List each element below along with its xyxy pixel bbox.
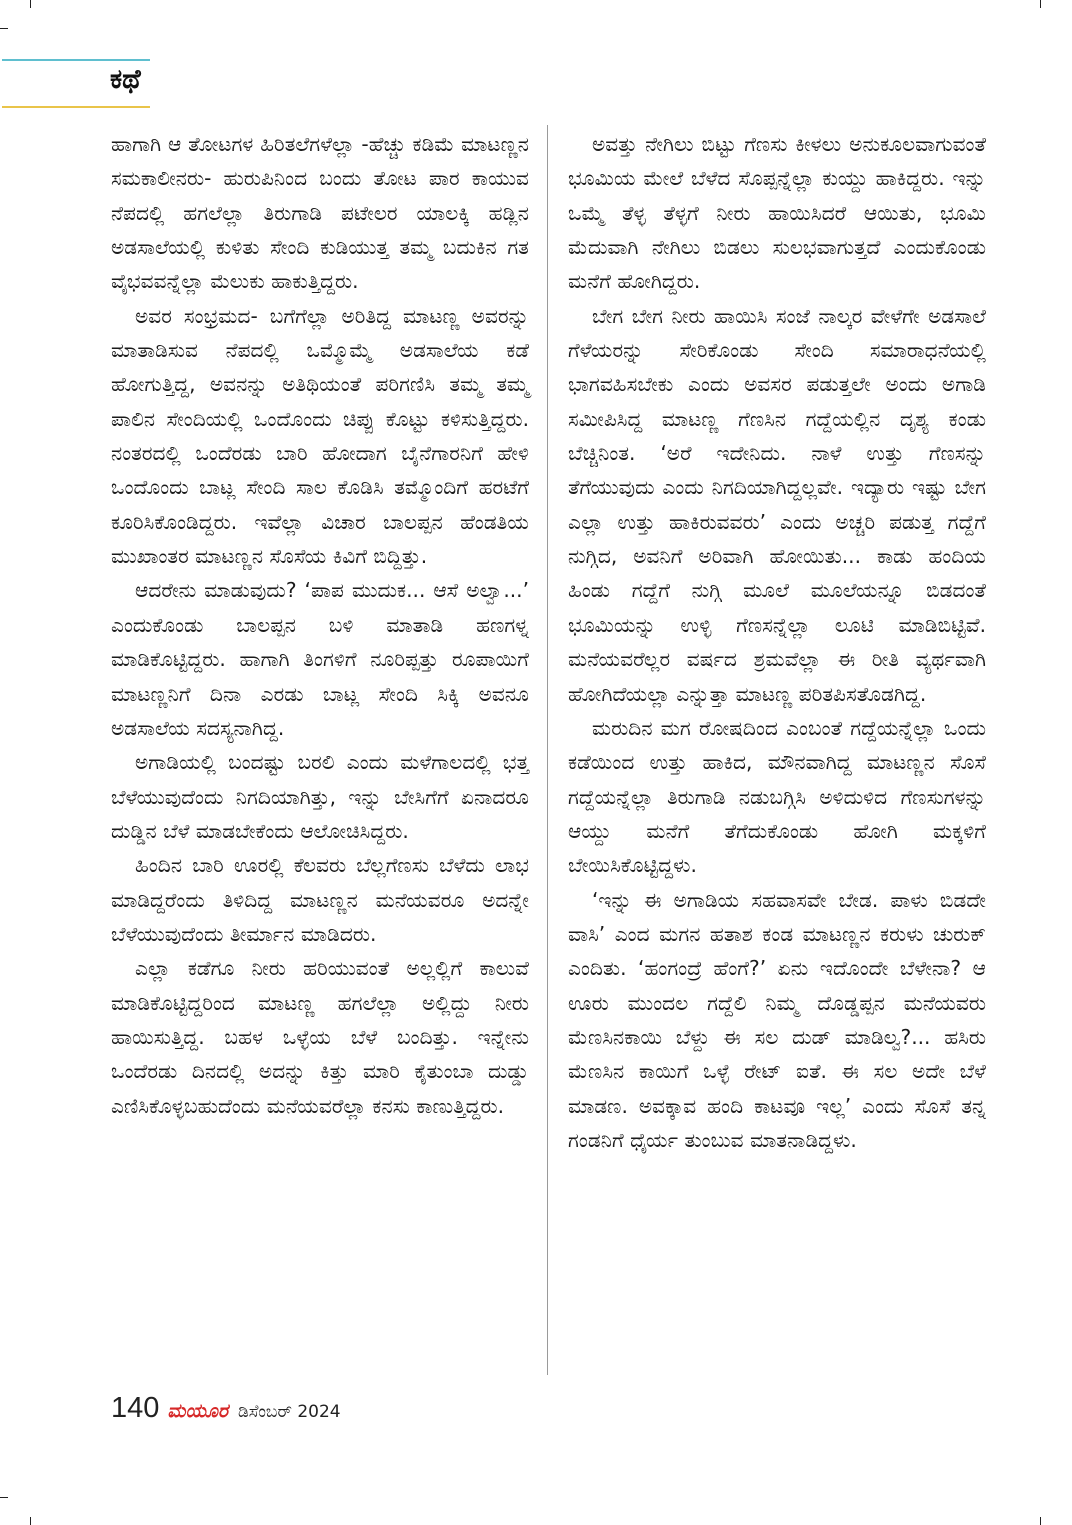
paragraph: ಬೇಗ ಬೇಗ ನೀರು ಹಾಯಿಸಿ ಸಂಜೆ ನಾಲ್ಕರ ವೇಳೆಗೇ ಅಡಸಾಲೆ ಗೆಳೆಯರನ್ನು ಸೇರಿಕೊಂಡು ಸೇಂದಿ ಸಮಾರಾಧನೆಯಲ್ಲಿ ಭಾಗವಹಿಸಬೇಕು ಎಂದು ಅವಸರ ಪಡುತ್ತಲೇ ಅಂದು ಅಗಾಡಿ ಸಮೀಪಿಸಿದ್ದ ಮಾಟಣ್ಣ ಗೆಣಸಿನ ಗದ್ದೆಯಲ್ಲಿನ ದೃಶ್ಯ ಕಂಡು ಬೆಚ್ಚಿನಿಂತ. ‘ಅರೆ ಇದೇನಿದು. ನಾಳೆ ಉತ್ತು ಗೆಣಸನ್ನು ತೆಗೆಯುವುದು ಎಂದು ನಿಗದಿಯಾಗಿದ್ದಲ್ಲವೇ. ಇದ್ಯಾರು ಇಷ್ಟು ಬೇಗ ಎಲ್ಲಾ ಉತ್ತು ಹಾಕಿರುವವರು’ ಎಂದು ಅಚ್ಚರಿ ಪಡುತ್ತ ಗದ್ದೆಗೆ ನುಗ್ಗಿದ, ಅವನಿಗೆ ಅರಿವಾಗಿ ಹೋಯಿತು... ಕಾಡು ಹಂದಿಯ ಹಿಂಡು ಗದ್ದೆಗೆ ನುಗ್ಗಿ ಮೂಲೆ ಮೂಲೆಯನ್ನೂ ಬಿಡದಂತೆ ಭೂಮಿಯನ್ನು ಉಳ್ಳಿ ಗೆಣಸನ್ನೆಲ್ಲಾ ಲೂಟಿ ಮಾಡಿಬಿಟ್ಟಿವೆ. ಮನೆಯವರೆಲ್ಲರ ವರ್ಷದ ಶ್ರಮವೆಲ್ಲಾ ಈ ರೀತಿ ವ್ಯರ್ಥವಾಗಿ ಹೋಗಿದೆಯಲ್ಲಾ ಎನ್ನುತ್ತಾ ಮಾಟಣ್ಣ ಪರಿತಪಿಸತೊಡಗಿದ್ದ.: [568, 303, 986, 706]
magazine-logo: ಮಯೂರ: [167, 1400, 228, 1422]
paragraph: ಅವತ್ತು ನೇಗಿಲು ಬಿಟ್ಟು ಗೆಣಸು ಕೀಳಲು ಅನುಕೂಲವಾಗುವಂತೆ ಭೂಮಿಯ ಮೇಲೆ ಬೆಳೆದ ಸೊಪ್ಪನ್ನೆಲ್ಲಾ ಕುಯ್ದು ಹಾಕಿದ್ದರು. ಇನ್ನು ಒಮ್ಮೆ ತೆಳ್ಳ ತೆಳ್ಳಗೆ ನೀರು ಹಾಯಿಸಿದರೆ ಆಯಿತು, ಭೂಮಿ ಮೆದುವಾಗಿ ನೇಗಿಲು ಬಿಡಲು ಸುಲಭವಾಗುತ್ತದೆ ಎಂದುಕೊಂಡು ಮನೆಗೆ ಹೋಗಿದ್ದರು.: [568, 132, 986, 294]
paragraph: ಮರುದಿನ ಮಗ ರೋಷದಿಂದ ಎಂಬಂತೆ ಗದ್ದೆಯನ್ನೆಲ್ಲಾ ಒಂದು ಕಡೆಯಿಂದ ಉತ್ತು ಹಾಕಿದ, ಮೌನವಾಗಿದ್ದ ಮಾಟಣ್ಣನ ಸೊಸೆ ಗದ್ದೆಯನ್ನೆಲ್ಲಾ ತಿರುಗಾಡಿ ನಡುಬಗ್ಗಿಸಿ ಅಳಿದುಳಿದ ಗೆಣಸುಗಳನ್ನು ಆಯ್ದು ಮನೆಗೆ ತೆಗೆದುಕೊಂಡು ಹೋಗಿ ಮಕ್ಕಳಿಗೆ ಬೇಯಿಸಿಕೊಟ್ಟಿದ್ದಳು.: [568, 715, 986, 878]
paragraph: ಹಾಗಾಗಿ ಆ ತೋಟಗಳ ಹಿರಿತಲೆಗಳೆಲ್ಲಾ -ಹೆಚ್ಚು ಕಡಿಮೆ ಮಾಟಣ್ಣನ ಸಮಕಾಲೀನರು- ಹುರುಪಿನಿಂದ ಬಂದು ತೋಟ ಪಾರ ಕಾಯುವ ನೆಪದಲ್ಲಿ ಹಗಲೆಲ್ಲಾ ತಿರುಗಾಡಿ ಪಟೇಲರ ಯಾಲಕ್ಕಿ ಹಡ್ಲಿನ ಅಡಸಾಲೆಯಲ್ಲಿ ಕುಳಿತು ಸೇಂದಿ ಕುಡಿಯುತ್ತ ತಮ್ಮ ಬದುಕಿನ ಗತ ವೈಭವವನ್ನೆಲ್ಲಾ ಮೆಲುಕು ಹಾಕುತ್ತಿದ್ದರು.: [111, 132, 529, 294]
crop-mark: [0, 1497, 8, 1498]
article-column-right: [568, 127, 986, 1157]
paragraph: ಆದರೇನು ಮಾಡುವುದು? ‘ಪಾಪ ಮುದುಕ... ಆಸೆ ಅಲ್ವಾ...’ ಎಂದುಕೊಂಡು ಬಾಲಪ್ಪನ ಬಳಿ ಮಾತಾಡಿ ಹಣಗಳ್ನ ಮಾಡಿಕೊಟ್ಟಿದ್ದರು. ಹಾಗಾಗಿ ತಿಂಗಳಿಗೆ ನೂರಿಪ್ಪತ್ತು ರೂಪಾಯಿಗೆ ಮಾಟಣ್ಣನಿಗೆ ದಿನಾ ಎರಡು ಬಾಟ್ಲ ಸೇಂದಿ ಸಿಕ್ಕಿ ಅವನೂ ಅಡಸಾಲೆಯ ಸದಸ್ಯನಾಗಿದ್ದ.: [111, 578, 529, 740]
column-divider: [547, 125, 548, 1375]
crop-mark: [30, 0, 31, 8]
crop-mark: [1040, 0, 1041, 8]
crop-mark: [1040, 1517, 1041, 1525]
crop-mark: [30, 1517, 31, 1525]
paragraph: ‘ಇನ್ನು ಈ ಅಗಾಡಿಯ ಸಹವಾಸವೇ ಬೇಡ. ಪಾಳು ಬಿಡದೇ ವಾಸಿ’ ಎಂದ ಮಗನ ಹತಾಶ ಕಂಡ ಮಾಟಣ್ಣನ ಕರುಳು ಚುರುಕ್ ಎಂದಿತು. ‘ಹಂಗಂದ್ರೆ ಹೆಂಗೆ?’ ಏನು ಇದೊಂದೇ ಬೆಳೇನಾ? ಆ ಊರು ಮುಂದಲ ಗದ್ದೆಲಿ ನಿಮ್ಮ ದೊಡ್ಡಪ್ಪನ ಮನೆಯವರು ಮೆಣಸಿನಕಾಯಿ ಬೆಳ್ದು ಈ ಸಲ ದುಡ್ ಮಾಡಿಲ್ವ?... ಹಸಿರು ಮೆಣಸಿನ ಕಾಯಿಗೆ ಒಳ್ಳೆ ರೇಟ್ ಐತೆ. ಈ ಸಲ ಅದೇ ಬೆಳೆ ಮಾಡಣ. ಅವಕ್ಕಾವ ಹಂದಿ ಕಾಟವೂ ಇಲ್ಲ’ ಎಂದು ಸೊಸೆ ತನ್ನ ಗಂಡನಿಗೆ ಧೈರ್ಯ ತುಂಬುವ ಮಾತನಾಡಿದ್ದಳು.: [568, 887, 986, 1152]
paragraph: ಅಗಾಡಿಯಲ್ಲಿ ಬಂದಷ್ಟು ಬರಲಿ ಎಂದು ಮಳೆಗಾಲದಲ್ಲಿ ಭತ್ತ ಬೆಳೆಯುವುದೆಂದು ನಿಗದಿಯಾಗಿತ್ತು, ಇನ್ನು ಬೇಸಿಗೆಗೆ ಏನಾದರೂ ದುಡ್ಡಿನ ಬೆಳೆ ಮಾಡಬೇಕೆಂದು ಆಲೋಚಿಸಿದ್ದರು.: [111, 750, 529, 843]
paragraph: ಅವರ ಸಂಭ್ರಮದ- ಬಗೆಗೆಲ್ಲಾ ಅರಿತಿದ್ದ ಮಾಟಣ್ಣ ಅವರನ್ನು ಮಾತಾಡಿಸುವ ನೆಪದಲ್ಲಿ ಒಮ್ಮೊಮ್ಮೆ ಅಡಸಾಲೆಯ ಕಡೆ ಹೋಗುತ್ತಿದ್ದ, ಅವನನ್ನು ಅತಿಥಿಯಂತೆ ಪರಿಗಣಿಸಿ ತಮ್ಮ ತಮ್ಮ ಪಾಲಿನ ಸೇಂದಿಯಲ್ಲಿ ಒಂದೊಂದು ಚಿಪ್ಪು ಕೊಟ್ಟು ಕಳಿಸುತ್ತಿದ್ದರು. ನಂತರದಲ್ಲಿ ಒಂದೆರಡು ಬಾರಿ ಹೋದಾಗ ಬೈನೆಗಾರನಿಗೆ ಹೇಳಿ ಒಂದೊಂದು ಬಾಟ್ಲ ಸೇಂದಿ ಸಾಲ ಕೊಡಿಸಿ ತಮ್ಮೊಂದಿಗೆ ಹರಟೆಗೆ ಕೂರಿಸಿಕೊಂಡಿದ್ದರು. ಇವೆಲ್ಲಾ ವಿಚಾರ ಬಾಲಪ್ಪನ ಹೆಂಡತಿಯ ಮುಖಾಂತರ ಮಾಟಣ್ಣನ ಸೊಸೆಯ ಕಿವಿಗೆ ಬಿದ್ದಿತ್ತು.: [111, 303, 529, 569]
header-rule-bottom: [2, 106, 150, 108]
page-footer: [111, 1392, 341, 1428]
crop-mark: [0, 28, 8, 29]
paragraph: ಎಲ್ಲಾ ಕಡೆಗೂ ನೀರು ಹರಿಯುವಂತೆ ಅಲ್ಲಲ್ಲಿಗೆ ಕಾಲುವೆ ಮಾಡಿಕೊಟ್ಟಿದ್ದರಿಂದ ಮಾಟಣ್ಣ ಹಗಲೆಲ್ಲಾ ಅಲ್ಲಿದ್ದು ನೀರು ಹಾಯಿಸುತ್ತಿದ್ದ. ಬಹಳ ಒಳ್ಳೆಯ ಬೆಳೆ ಬಂದಿತ್ತು. ಇನ್ನೇನು ಒಂದೆರಡು ದಿನದಲ್ಲಿ ಅದನ್ನು ಕಿತ್ತು ಮಾರಿ ಕೈತುಂಬಾ ದುಡ್ಡು ಎಣಿಸಿಕೊಳ್ಳಬಹುದೆಂದು ಮನೆಯವರೆಲ್ಲಾ ಕನಸು ಕಾಣುತ್ತಿದ್ದರು.: [111, 956, 529, 1118]
section-title: ಕಥೆ: [110, 64, 141, 95]
paragraph: ಹಿಂದಿನ ಬಾರಿ ಊರಲ್ಲಿ ಕೆಲವರು ಬೆಲ್ಲಗೆಣಸು ಬೆಳೆದು ಲಾಭ ಮಾಡಿದ್ದರೆಂದು ತಿಳಿದಿದ್ದ ಮಾಟಣ್ಣನ ಮನೆಯವರೂ ಅದನ್ನೇ ಬೆಳೆಯುವುದೆಂದು ತೀರ್ಮಾನ ಮಾಡಿದರು.: [111, 853, 529, 946]
article-column-left: [111, 127, 529, 1123]
issue-date: ಡಿಸೆಂಬರ್ 2024: [237, 1402, 341, 1422]
header-rule-top: [2, 59, 150, 61]
page-number: 140: [111, 1392, 160, 1424]
